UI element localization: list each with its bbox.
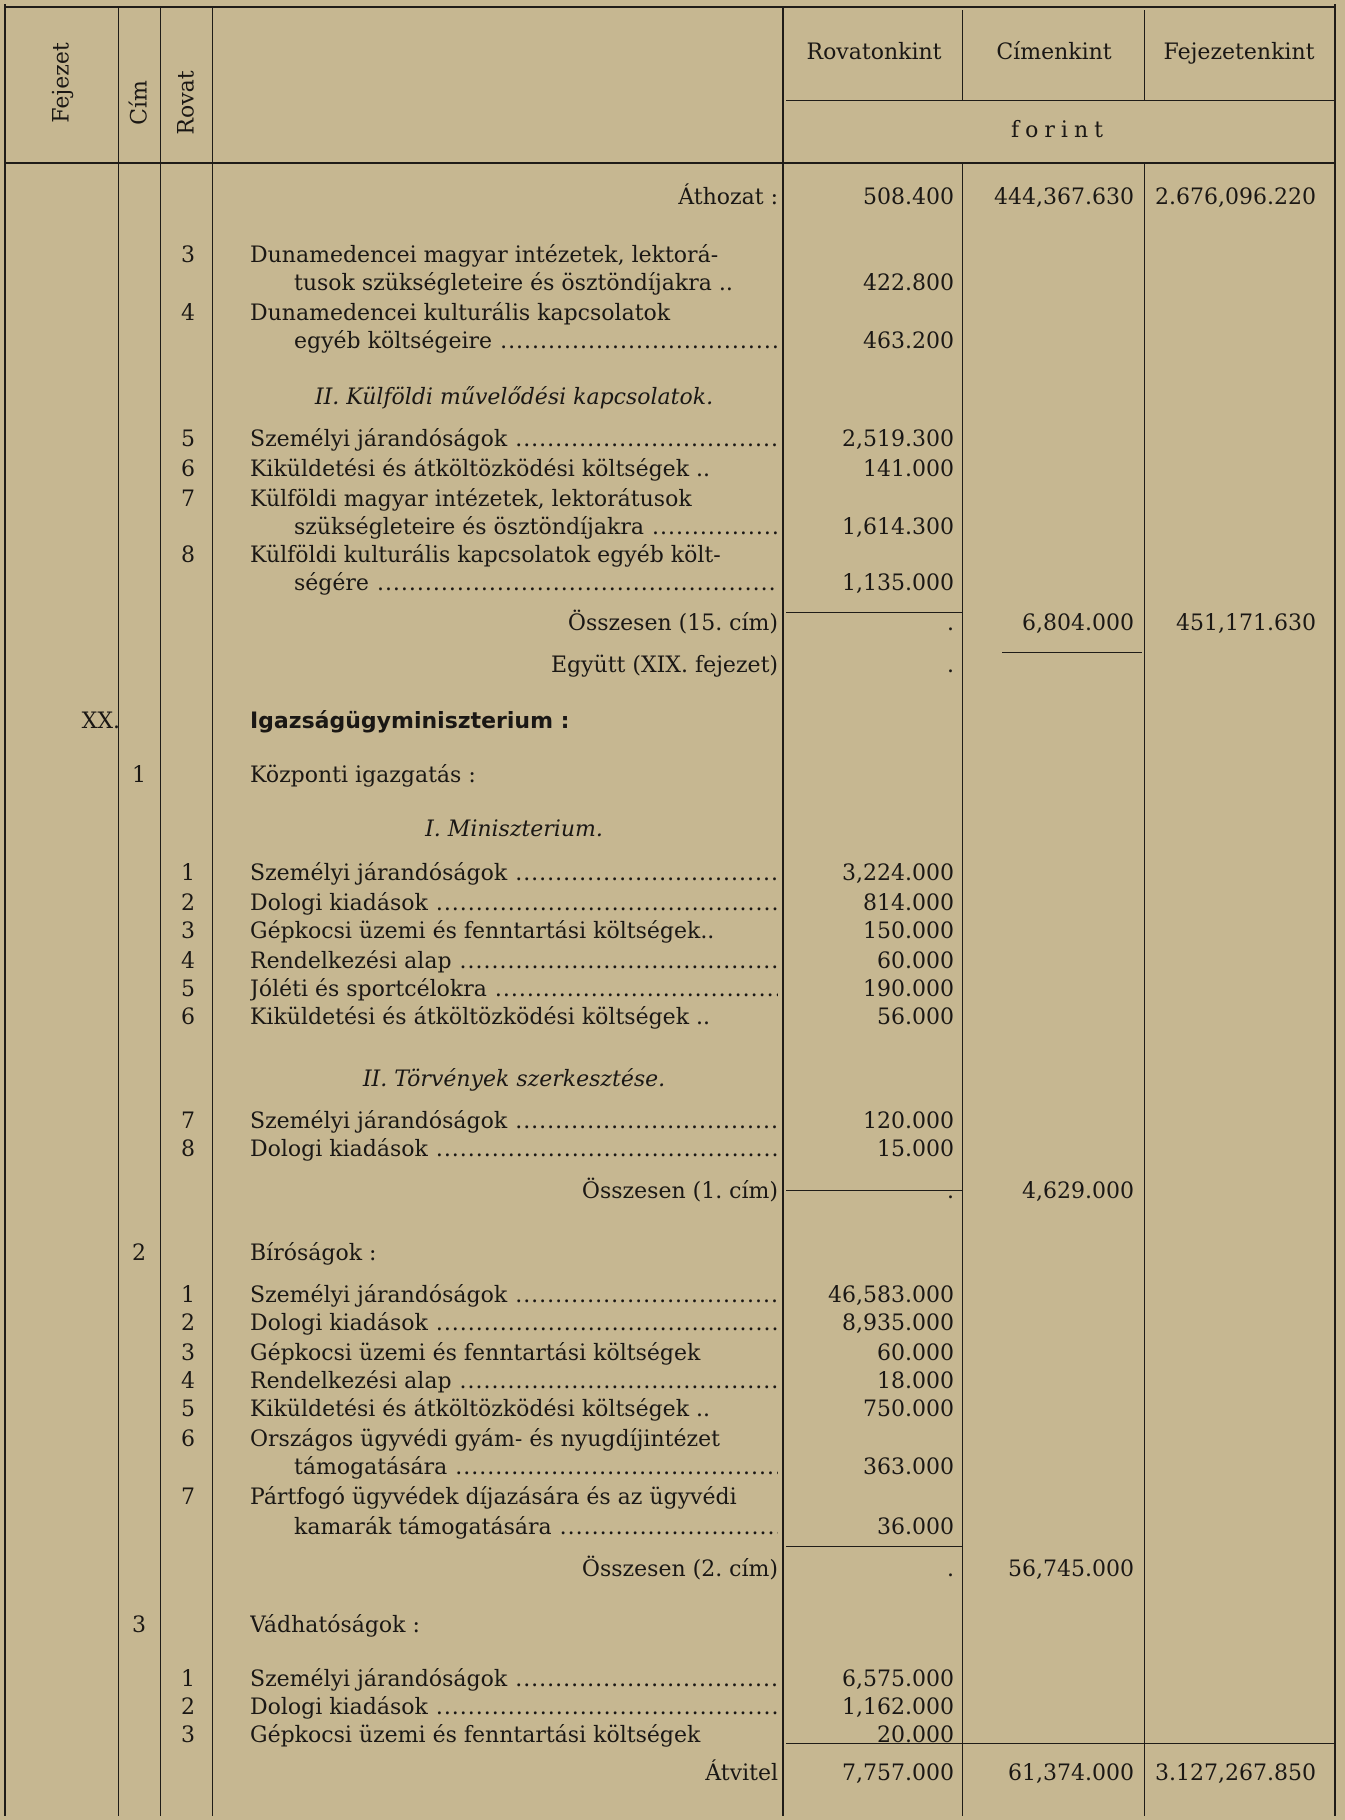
description-cell: Dologi kiadások ..... — [250, 1694, 778, 1722]
rovatonkint-cell: 814.000 — [863, 891, 954, 916]
rovatonkint-cell: 8,935.000 — [842, 1311, 954, 1336]
table-row — [0, 1178, 1345, 1206]
cim-cell: 3 — [132, 1613, 146, 1638]
rovat-cell: 7 — [181, 487, 195, 512]
rovatonkint-cell: . — [947, 1557, 954, 1582]
rovat-cell: 2 — [181, 1311, 195, 1336]
table-row — [0, 860, 1345, 888]
description-cell: Dunamedencei magyar intézetek, lektorá- — [250, 243, 719, 268]
table-row — [0, 1514, 1345, 1542]
description-cell: egyéb költségeire ..... — [294, 328, 778, 356]
description-cell: Országos ügyvédi gyám- és nyugdíjintézet — [250, 1427, 720, 1452]
description-cell: Átvitel — [705, 1761, 778, 1786]
rovatonkint-cell: . — [947, 611, 954, 636]
rovatonkint-cell: 56.000 — [877, 1005, 954, 1030]
header-fejezet: Fejezet — [49, 42, 75, 123]
cimenkint-cell: 56,745.000 — [1008, 1557, 1134, 1582]
description-cell: ségére ..... — [294, 570, 778, 598]
rovat-cell: 5 — [181, 427, 195, 452]
rovat-cell: 4 — [181, 949, 195, 974]
description-cell: Kiküldetési és átköltözködési költségek .. — [250, 1397, 711, 1422]
description-cell: Dologi kiadások ..... — [250, 890, 778, 918]
rovat-cell: 2 — [181, 891, 195, 916]
description-cell: II. Törvények szerkesztése. — [362, 1067, 666, 1092]
description-cell: Kiküldetési és átköltözködési költségek .. — [250, 1005, 711, 1030]
table-row — [0, 300, 1345, 328]
table-row — [0, 184, 1345, 212]
description-cell: Gépkocsi üzemi és fenntartási költségek.. — [250, 919, 715, 944]
table-row — [0, 918, 1345, 946]
fejezetenkint-cell: 3.127,267.850 — [1155, 1761, 1316, 1786]
rovatonkint-cell: 1,162.000 — [842, 1695, 954, 1720]
description-cell: Dologi kiadások ..... — [250, 1310, 778, 1338]
cimenkint-cell: 4,629.000 — [1022, 1179, 1134, 1204]
description-cell: Központi igazgatás : — [250, 763, 476, 788]
rovat-cell: 8 — [181, 543, 195, 568]
table-row — [0, 1396, 1345, 1424]
table-row — [0, 1240, 1345, 1268]
table-row — [0, 1722, 1345, 1750]
description-cell: Vádhatóságok : — [250, 1613, 420, 1638]
description-cell: Összesen (2. cím) — [581, 1557, 778, 1582]
table-row — [0, 1340, 1345, 1368]
cimenkint-cell: 444,367.630 — [994, 185, 1134, 210]
description-cell: Igazságügyminiszterium : — [250, 709, 570, 734]
table-row — [0, 514, 1345, 542]
rovatonkint-cell: 60.000 — [877, 1341, 954, 1366]
rovatonkint-cell: 508.400 — [863, 185, 954, 210]
fejezetenkint-cell: 451,171.630 — [1176, 611, 1316, 636]
rovat-cell: 5 — [181, 977, 195, 1002]
table-row — [0, 1368, 1345, 1396]
description-cell: Jóléti és sportcélokra ..... — [250, 976, 778, 1004]
rovatonkint-cell: 2,519.300 — [842, 427, 954, 452]
table-row — [0, 708, 1345, 736]
description-cell: Rendelkezési alap ..... — [250, 1368, 778, 1396]
rovatonkint-cell: 3,224.000 — [842, 861, 954, 886]
rovatonkint-cell: 18.000 — [877, 1369, 954, 1394]
description-cell: Együtt (XIX. fejezet) — [550, 653, 778, 678]
rovatonkint-cell: 422.800 — [863, 271, 954, 296]
header-fejezetenkint: Fejezetenkint — [1163, 40, 1315, 65]
table-row — [0, 270, 1345, 298]
rovat-cell: 7 — [181, 1109, 195, 1134]
col-line-rovatonkint — [962, 10, 963, 100]
cimenkint-cell: 6,804.000 — [1022, 611, 1134, 636]
rovatonkint-cell: 36.000 — [877, 1515, 954, 1540]
table-row — [0, 652, 1345, 680]
cimenkint-cell: 61,374.000 — [1008, 1761, 1134, 1786]
description-cell: II. Külföldi művelődési kapcsolatok. — [314, 385, 714, 410]
table-row — [0, 242, 1345, 270]
table-row — [0, 890, 1345, 918]
header-rovatonkint: Rovatonkint — [806, 40, 942, 65]
rovatonkint-cell: 46,583.000 — [828, 1283, 954, 1308]
description-cell: Dologi kiadások ..... — [250, 1136, 778, 1164]
rovat-cell: 6 — [181, 1005, 195, 1030]
table-row — [0, 1760, 1345, 1788]
cim-cell: 1 — [132, 763, 146, 788]
table-row — [0, 1454, 1345, 1482]
table-row — [0, 1108, 1345, 1136]
rovatonkint-cell: . — [947, 1179, 954, 1204]
table-row — [0, 542, 1345, 570]
rovatonkint-cell: 6,575.000 — [842, 1667, 954, 1692]
rovat-cell: 3 — [181, 1723, 195, 1748]
description-cell: Gépkocsi üzemi és fenntartási költségek — [250, 1341, 701, 1366]
description-cell: Rendelkezési alap ..... — [250, 948, 778, 976]
table-row — [0, 1426, 1345, 1454]
rovatonkint-cell: 15.000 — [877, 1137, 954, 1162]
table-row — [0, 1694, 1345, 1722]
table-row — [0, 1136, 1345, 1164]
rovatonkint-cell: 150.000 — [863, 919, 954, 944]
rovat-cell: 6 — [181, 1427, 195, 1452]
subtotal-rule-2 — [786, 1546, 962, 1547]
header-unit: forint — [1011, 118, 1109, 143]
table-row — [0, 1066, 1345, 1094]
cim-cell: 2 — [132, 1241, 146, 1266]
description-cell: Külföldi magyar intézetek, lektorátusok — [250, 487, 692, 512]
rovat-cell: 3 — [181, 243, 195, 268]
table-row — [0, 1484, 1345, 1512]
col-line-cimenkint — [1144, 10, 1145, 100]
table-row — [0, 456, 1345, 484]
border-top — [4, 6, 1336, 8]
description-cell: szükségleteire és ösztöndíjakra ..... — [294, 514, 778, 542]
header-divider — [4, 162, 1336, 164]
description-cell: kamarák támogatására ..... — [294, 1514, 778, 1542]
rovat-cell: 8 — [181, 1137, 195, 1162]
description-cell: Személyi járandóságok ..... — [250, 1108, 778, 1136]
rovat-cell: 2 — [181, 1695, 195, 1720]
header-rovat: Rovat — [174, 70, 200, 135]
description-cell: Pártfogó ügyvédek díjazására és az ügyvédi — [250, 1485, 737, 1510]
table-row — [0, 1666, 1345, 1694]
description-cell: Áthozat : — [678, 185, 778, 210]
table-row — [0, 762, 1345, 790]
table-row — [0, 486, 1345, 514]
rovatonkint-cell: 463.200 — [863, 329, 954, 354]
rovatonkint-cell: 750.000 — [863, 1397, 954, 1422]
rovatonkint-cell: 363.000 — [863, 1455, 954, 1480]
description-cell: támogatására ..... — [294, 1454, 778, 1482]
rovatonkint-cell: 7,757.000 — [842, 1761, 954, 1786]
table-row — [0, 384, 1345, 412]
rovat-cell: 3 — [181, 1341, 195, 1366]
rovat-cell: 1 — [181, 861, 195, 886]
table-row — [0, 1556, 1345, 1584]
rovatonkint-cell: 141.000 — [863, 457, 954, 482]
table-row — [0, 1004, 1345, 1032]
rovat-cell: 7 — [181, 1485, 195, 1510]
fejezetenkint-cell: 2.676,096.220 — [1155, 185, 1316, 210]
description-cell: Személyi járandóságok ..... — [250, 426, 778, 454]
table-row — [0, 426, 1345, 454]
rovatonkint-cell: 60.000 — [877, 949, 954, 974]
header-cimenkint: Címenkint — [996, 40, 1112, 65]
rovat-cell: 1 — [181, 1283, 195, 1308]
description-cell: Külföldi kulturális kapcsolatok egyéb költ- — [250, 543, 721, 568]
rovatonkint-cell: . — [947, 653, 954, 678]
description-cell: Kiküldetési és átköltözködési költségek .. — [250, 457, 711, 482]
description-cell: Személyi járandóságok ..... — [250, 860, 778, 888]
description-cell: Személyi járandóságok ..... — [250, 1282, 778, 1310]
rovat-cell: 4 — [181, 1369, 195, 1394]
rovatonkint-cell: 1,614.300 — [842, 515, 954, 540]
description-cell: Személyi járandóságok ..... — [250, 1666, 778, 1694]
rovat-cell: 4 — [181, 301, 195, 326]
rovat-cell: 3 — [181, 919, 195, 944]
table-row — [0, 1612, 1345, 1640]
fejezet-cell: XX. — [81, 709, 120, 734]
table-row — [0, 1282, 1345, 1310]
rovat-cell: 6 — [181, 457, 195, 482]
rovatonkint-cell: 1,135.000 — [842, 571, 954, 596]
description-cell: tusok szükségleteire és ösztöndíjakra .. — [294, 271, 733, 296]
unit-divider — [786, 100, 1334, 101]
rovatonkint-cell: 20.000 — [877, 1723, 954, 1748]
description-cell: Dunamedencei kulturális kapcsolatok — [250, 301, 671, 326]
table-row — [0, 328, 1345, 356]
description-cell: Összesen (1. cím) — [581, 1179, 778, 1204]
description-cell: Összesen (15. cím) — [567, 611, 778, 636]
table-row — [0, 610, 1345, 638]
rovatonkint-cell: 190.000 — [863, 977, 954, 1002]
description-cell: Gépkocsi üzemi és fenntartási költségek — [250, 1723, 701, 1748]
rovat-cell: 1 — [181, 1667, 195, 1692]
description-cell: I. Miniszterium. — [425, 817, 603, 842]
table-row — [0, 1310, 1345, 1338]
rovat-cell: 5 — [181, 1397, 195, 1422]
table-row — [0, 976, 1345, 1004]
description-cell: Bíróságok : — [250, 1241, 377, 1266]
table-row — [0, 948, 1345, 976]
table-row — [0, 570, 1345, 598]
header-cim: Cím — [127, 80, 153, 125]
rovatonkint-cell: 120.000 — [863, 1109, 954, 1134]
table-row — [0, 816, 1345, 844]
